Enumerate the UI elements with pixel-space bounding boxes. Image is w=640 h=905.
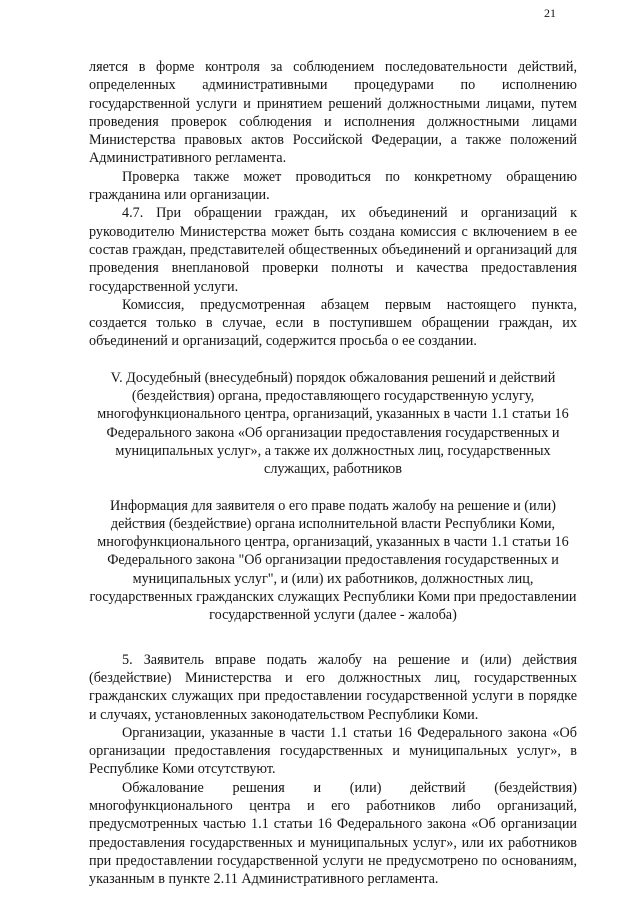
paragraph-organizations: Организации, указанные в части 1.1 статьи 16 Федерального закона «Об организации предоставления государственных и муниципальных услуг», в Республике Коми отсутствуют.	[89, 724, 577, 778]
document-body	[89, 58, 577, 888]
section-v-heading: V. Досудебный (внесудебный) порядок обжалования решений и действий (бездействия) органа, предоставляющего государственную услугу, многофункционального центра, организаций, указанных в части 1.1 статьи 16 Федерального закона «Об организации предоставления государственных и муниципальных услуг», а также их должностных лиц, государственных служащих, работников	[97, 369, 569, 478]
paragraph-4-7: 4.7. При обращении граждан, их объединений и организаций к руководителю Министерства может быть создана комиссия с включением в ее состав граждан, представителей общественных объединений и организаций для проведения внеплановой проверки полноты и качества предоставления государственной услуги.	[89, 205, 577, 295]
paragraph-5: 5. Заявитель вправе подать жалобу на решение и (или) действия (бездействие) Министерства и его должностных лиц, государственных гражданских служащих при предоставлении государственной услуги в порядке и случаях, установленных законодательством Республики Коми.	[89, 651, 577, 723]
paragraph-control-continuation: ляется в форме контроля за соблюдением последовательности действий, определенных административными процедурами по исполнению государственной услуги и принятием решений должностными лицами, путем проведения проверок соблюдения и исполнения должностными лицами Министерства правовых актов Российской Федерации, а также положений Административного регламента.	[89, 59, 577, 167]
paragraph-appeal-mfc: Обжалование решения и (или) действий (бездействия) многофункционального центра и его работников либо организаций, предусмотренных частью 1.1 статьи 16 Федерального закона «Об организации предоставления государственных и муниципальных услуг», или их работников при предоставлении государственной услуги не предусмотрено по основаниям, указанным в пункте 2.11 Административного регламента.	[89, 779, 577, 888]
paragraph-commission: Комиссия, предусмотренная абзацем первым настоящего пункта, создается только в случае, если в поступившем обращении граждан, их объединений и организаций, содержится просьба о ее создании.	[89, 296, 577, 350]
info-heading: Информация для заявителя о его праве подать жалобу на решение и (или) действия (бездействие) органа исполнительной власти Республики Коми, многофункционального центра, организаций, указанных в части 1.1 статьи 16 Федерального закона "Об организации предоставления государственных и муниципальных услуг", и (или) их работников, должностных лиц, государственных гражданских служащих Республики Коми при предоставлении государственной услуги (далее - жалоба)	[89, 497, 577, 624]
paragraph-specific-check: Проверка также может проводиться по конкретному обращению гражданина или организации.	[89, 168, 577, 204]
page-number: 21	[544, 6, 556, 20]
